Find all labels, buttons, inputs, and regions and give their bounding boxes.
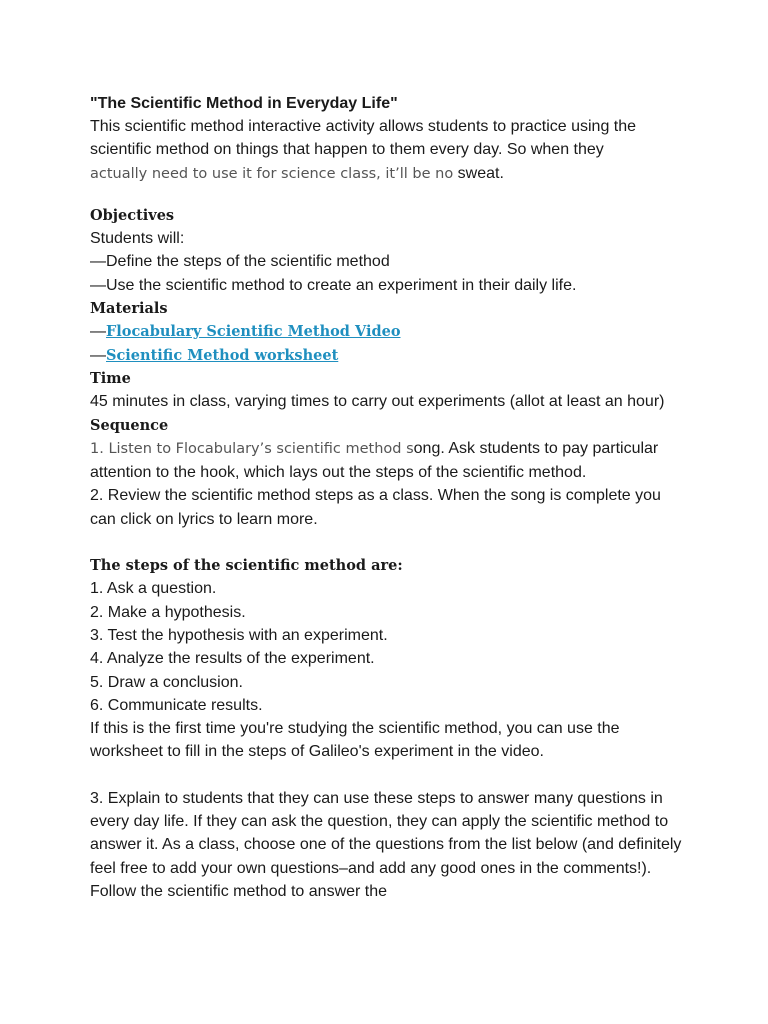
intro-text: This scientific method interactive activity allows students to practice using the scientific method on things that happen to them every day. So when they (90, 118, 637, 159)
step-item: 6. Communicate results. (90, 696, 263, 714)
steps-note: If this is the first time you're studying the scientific method, you can use the worksheet to fill in the steps of Galileo's experiment in the video. (90, 720, 620, 761)
sequence-step-1-rest: ong. Ask students to pay particular attention to the hook, which lays out the steps of the scientific method. (90, 439, 659, 482)
step-item: 2. Make a hypothesis. (90, 603, 246, 621)
intro-text-light: actually need to use it for science class, it’ll be no (90, 165, 454, 182)
steps-list (90, 577, 690, 717)
step-item: 3. Test the hypothesis with an experiment. (90, 626, 388, 644)
steps-heading: The steps of the scientific method are: (90, 557, 403, 575)
video-link[interactable]: Flocabulary Scientific Method Video (106, 323, 401, 341)
objective-item: —Define the steps of the scientific method (90, 253, 390, 271)
intro-paragraph (90, 115, 690, 186)
step-item: 1. Ask a question. (90, 580, 217, 598)
objectives-heading: Objectives (90, 206, 175, 224)
intro-text-end: sweat. (457, 164, 504, 182)
materials-dash: — (90, 346, 106, 364)
document-body (90, 92, 690, 903)
objectives-lead: Students will: (90, 230, 185, 248)
materials-dash: — (90, 323, 106, 341)
materials-item (90, 320, 690, 343)
step-item: 4. Analyze the results of the experiment. (90, 650, 375, 668)
materials-heading: Materials (90, 300, 168, 318)
sequence-heading: Sequence (90, 416, 169, 434)
sequence-step-2: 2. Review the scientific method steps as a class. When the song is complete you can click on lyrics to learn more. (90, 487, 661, 528)
sequence-step-1 (90, 437, 690, 485)
sequence-step-1-light: 1. Listen to Flocabulary’s scientific method s (90, 440, 414, 457)
sequence-step-3: 3. Explain to students that they can use these steps to answer many questions in every day life. If they can ask the question, they can apply the scientific method to answer it. As a class, choose one of the questions from the list below (and definitely feel free to add your own questions–and add any good ones in the comments!). Follow the scientific method to answer the (90, 789, 682, 900)
materials-item (90, 344, 690, 367)
worksheet-link[interactable]: Scientific Method worksheet (106, 346, 339, 364)
objective-item: —Use the scientific method to create an experiment in their daily life. (90, 276, 577, 294)
objectives-list (90, 250, 690, 297)
time-heading: Time (90, 369, 131, 387)
time-text: 45 minutes in class, varying times to carry out experiments (allot at least an hour) (90, 393, 665, 411)
document-title: "The Scientific Method in Everyday Life" (90, 95, 398, 112)
step-item: 5. Draw a conclusion. (90, 673, 243, 691)
